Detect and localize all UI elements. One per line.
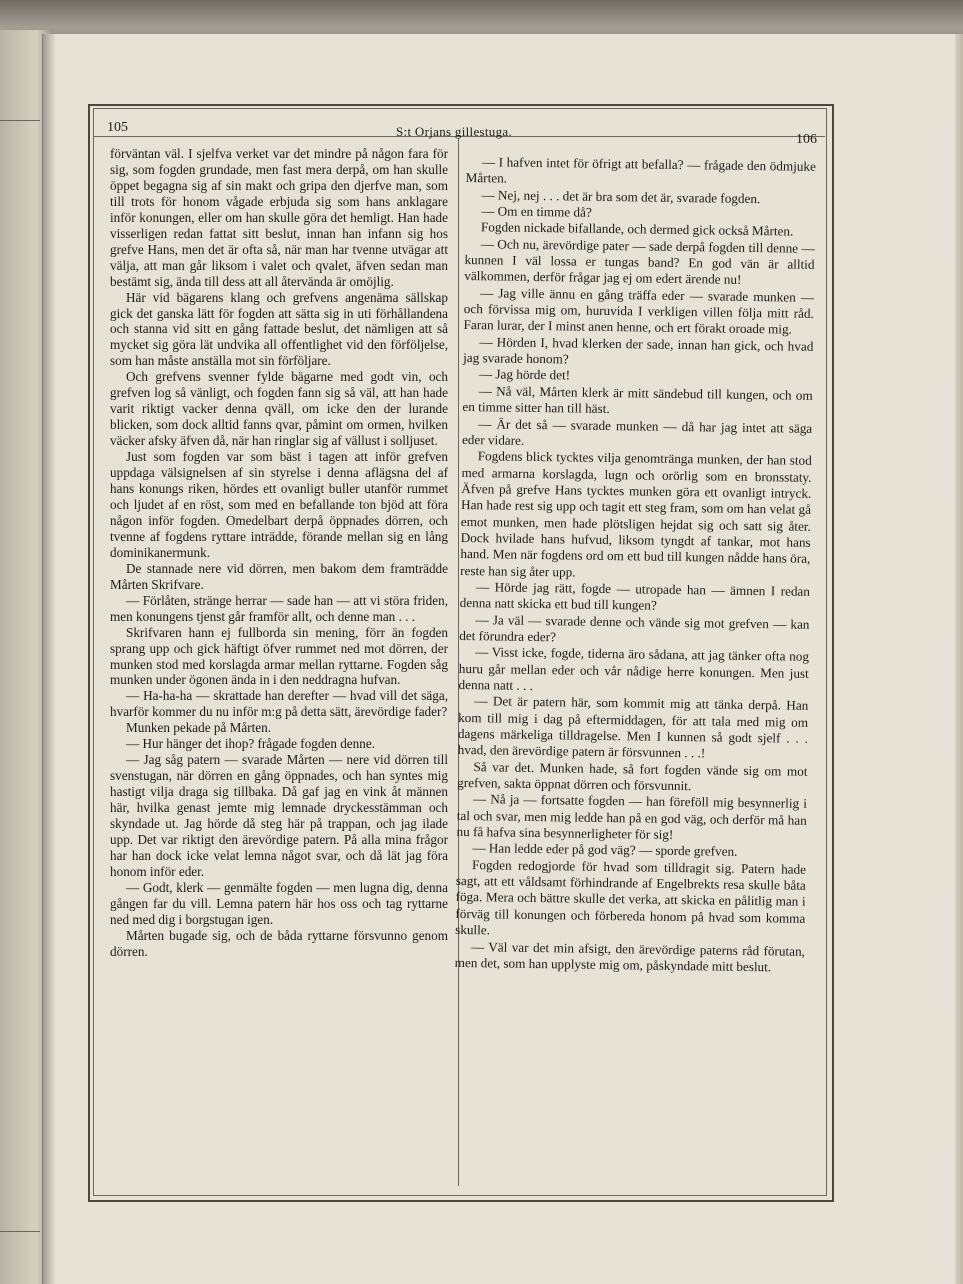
page-number-left: 105 [107,120,128,135]
paragraph: — Visst icke, fogde, tiderna äro sådana, att jag tänker ofta nog huru går mellan eder och vår nådige herre konungen. Men just denna natt . . . [458,644,810,693]
paragraph: förväntan väl. I sjelfva verket var det mindre på någon fara för sig, som fogden grundade, men fast mera derpå, om han skulle öppet begagna sig af sin makt och gripa den djerfve man, som till trots för honom vågade erbjuda sig som hans anklagare inför konungen, eller om han skulle göra det hemligt. Han hade visserligen redan fattat sitt beslut, innan han infann sig hos grefve Hans, men det är ofta så, när man har tvenne utvägar att välja, att man går liksom i valet och qvalet, äfven sedan man bestämt sig, ända till dess att all återvända är omöjlig. [110,146,448,289]
page-number-right: 106 [796,132,817,147]
paragraph: — Hörde jag rätt, fogde — utropade han — ämnen I redan denna natt skicka ett bud till kungen? [459,579,811,613]
paragraph: — Nå väl, Mårten klerk är mitt sändebud till kungen, och om en timme sitter han till häst. [462,383,813,417]
spine-shadow [42,34,56,1284]
paragraph: — Väl var det min afsigt, den ärevördige paterns råd förutan, men det, som han upplyste mig om, påskyndade mitt beslut. [454,938,806,975]
paragraph: — Godt, klerk — genmälte fogden — men lugna dig, denna gången far du vill. Lemna patern här hos oss och tag ryttarne ned med dig i borgstugan igen. [110,879,448,927]
paragraph: — Ja väl — svarade denne och vände sig mot grefven — kan det förundra eder? [459,611,810,645]
paragraph: — Nå ja — fortsatte fogden — han föreföll mig besynnerlig i tal och svar, men mig ledde han på en god väg, och derför må han nu få hafva sina besynnerligheter för sig! [456,791,808,843]
paragraph: — Är det så — svarade munken — då har jag intet att säga eder vidare. [461,415,813,448]
paragraph: — Hur hänger det ihop? frågade fogden denne. [126,736,375,752]
paragraph: De stannade nere vid dörren, men bakom dem framträdde Mårten Skrifvare. [110,560,448,592]
right-text-column [455,154,816,976]
paragraph: — Och nu, ärevördige pater — sade derpå fogden till denne — kunnen I väl lossa er tungas band? En god vän är alltid välkommen, derför frågar jag ej om edert ärende nu! [464,235,815,288]
previous-page-frame [0,120,40,1232]
paragraph: Så var det. Munken hade, så fort fogden vände sig om mot grefven, sakta öppnat dörren och försvunnit. [457,758,808,794]
paragraph: Fogdens blick tycktes vilja genomtränga munken, der han stod med armarna korslagda, lugn och orörlig som en bronsstaty. Äfven på grefve Hans tycktes munken göra ett ovanligt intryck. Han hade rest sig upp och tagit ett steg fram, som om han velat gå emot munken, men hade plötsligen hejdat sig och satt sig åter. Dock hvilade hans hufvud, liksom tyngdt af tankar, mot hans hand. Men när fogdens ord om ett bud till kungen nådde hans öra, reste han sig åter upp. [460,448,812,580]
running-title: S:t Orjans gillestuga. [396,124,513,139]
paragraph: — Jag ville ännu en gång träffa eder — svarade munken — och förvissa mig om, huruvida I verkligen villen följa mitt råd. Faran lurar, der I minst anen henne, och ert förakt oroade mig. [463,284,815,338]
paragraph: — Nej, nej . . . det är bra som det är, svarade fogden. [481,186,761,206]
paragraph: — Ha-ha-ha — skrattade han derefter — hvad vill det säga, hvarför kommer du nu inför m:g på detta sätt, ärevördige fader? [110,688,448,720]
paragraph: — Jag såg patern — svarade Mårten — nere vid dörren till svenstugan, när dörren en gång öppnades, och han syntes mig hastigt vilja draga sig tillbaka. Då gaf jag en vink åt männen här, hvilka genast jemte mig lemnade dryckesstämman och skyndade ut. Jag hörde då steg här på trappan, och jag ilade upp. Det var riktigt den ärevördige patern. På alla mina frågor har han dock icke velat lemna något svar, och då lät jag föra honom inför eder. [110,752,448,879]
paragraph: — Jag hörde det! [478,366,571,383]
left-text-column [110,146,448,960]
paragraph: — Om en timme då? [481,203,592,220]
paragraph: Just som fogden var som bäst i tagen att inför grefven uppdaga välsignelsen af sin styrelse i denna aflägsna del af hans konungs riken, hördes ett ovanligt buller utanför rummet och ljudet af en röst, som med en befallande ton bjöd att föra någon inför fogden. Omedelbart derpå öppnades dörren, och tvenne af fogdens ryttare inträdde, förande mellan sig en lång dominikanermunk. [110,449,448,560]
paragraph: — Hörden I, hvad klerken der sade, innan han gick, och hvad jag svarade honom? [463,333,814,367]
paragraph: Skrifvaren hann ej fullborda sin mening, förr än fogden sprang upp och gick häftigt öfver rummet ned mot dörren, der munken stod med korslagda armar mellan ryttarne. Fogden såg munken under ögonen ända in i den neddragna hufvan. [110,624,448,688]
paragraph: — I hafven intet för öfrigt att befalla? — frågade den ödmjuke Mårten. [465,154,816,186]
paragraph: Fogden nickade bifallande, och dermed gick också Mårten. [480,219,794,239]
paragraph: — Han ledde eder på god väg? — sporde grefven. [472,840,738,860]
paragraph: Mårten bugade sig, och de båda ryttarne försvunno genom dörren. [110,927,448,959]
paragraph: — Förlåten, stränge herrar — sade han — att vi störa friden, men konungens tjenst går framför allt, och denne man . . . [110,592,448,624]
paragraph: Fogden redogjorde för hvad som tilldragit sig. Patern hade sagt, att ett våldsamt förhindrande af Engelbrekts resa skulle båta föga. Mera och bättre skulle det verka, att skicka en pålitlig man i förväg till konungen och förbereda honom på hvad som komma skulle. [455,856,807,938]
paragraph: — Det är patern här, som kommit mig att tänka derpå. Han kom till mig i dag på eftermiddagen, för att tala med mig om dagens märkeliga tilldragelse. Men I kunnen så godt sjelf . . . hvad, den ärevördige patern är försvunnen . . .! [457,693,809,761]
paragraph: Och grefvens svenner fylde bägarne med godt vin, och grefven log så vänligt, och fogden fann sig så väl, att han hade varit riktigt vacker denna qväll, om icke den der lurande blicken, som dock alltid fanns qvar, påmint om ormen, hvilken väcker afsky äfven då, när han ringlar sig af vällust i solljuset. [110,369,448,449]
page-right-edge [955,34,963,1284]
paragraph: Här vid bägarens klang och grefvens angenäma sällskap gick det ganska lätt för fogden att sätta sig in uti förhållandena och stanna vid sitt en gång fattade beslut, det nämligen att så mycket sig göra lät undvika all offentlighet vid den förföljelse, som han måste anställa mot sin förföljare. [110,289,448,369]
paragraph: Munken pekade på Mårten. [126,720,272,736]
